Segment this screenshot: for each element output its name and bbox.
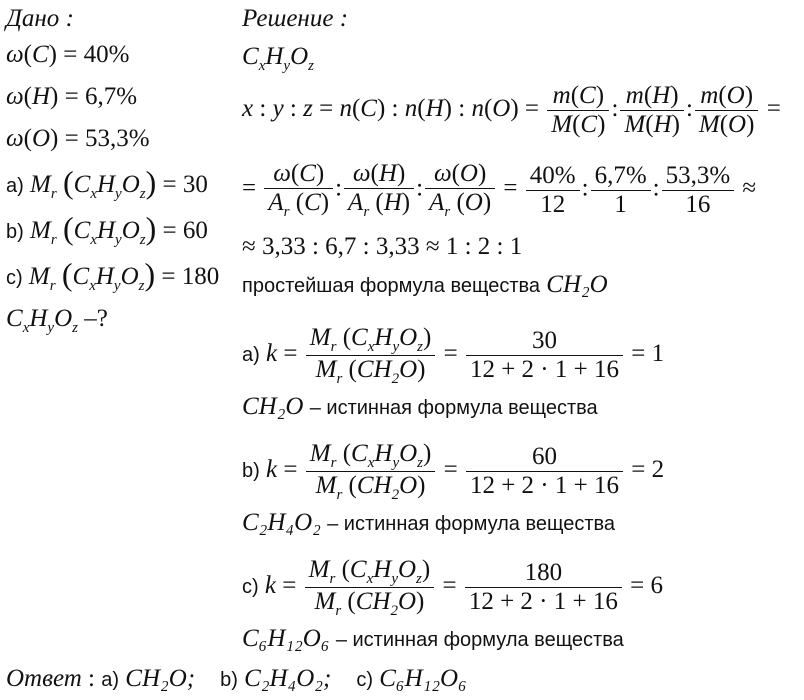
- solution-heading: Решение :: [242, 5, 349, 32]
- solution-case-b: b) k = $\frac{M_r (C_xH_yO_z)}{M_r (CH_2O)}$ = $\frac{60}{12 + 2 \cdot 1 + 16}$ = 2: [242, 440, 665, 503]
- given-case-b: b) $M_r$ $(C_xH_yO_z) = 60$: [6, 210, 208, 248]
- answer-line: Ответ : a) CH₂O; b) C₂H₄O₂; c) C₆H₁₂O₆: [6, 665, 467, 692]
- solution-case-c-result: C₆H₁₂O₆ – истинная формула вещества: [242, 625, 624, 652]
- given-case-c: c) $M_r$ $(C_xH_yO_z) = 180$: [6, 256, 220, 294]
- solution-general-formula: $C_xH_yO_z$: [242, 43, 314, 74]
- solution-case-c: c) k = $\frac{M_r (C_xH_yO_z)}{M_r (CH_2O)}$ = $\frac{180}{12 + 2 \cdot 1 + 16}$ = 6: [242, 556, 663, 619]
- solution-case-b-result: C₂H₄O₂ – истинная формула вещества: [242, 509, 616, 536]
- solution-case-a: a) k = $\frac{M_r (C_xH_yO_z)}{M_r (CH_2O)}$ = $\frac{30}{12 + 2 \cdot 1 + 16}$ = 1: [242, 324, 665, 387]
- given-omega-h: ω(H) = 6,7%: [6, 83, 138, 110]
- given-question: $C_xH_yO_z$ –?: [6, 305, 108, 336]
- solution-simplest-formula: простейшая формула вещества CH₂O: [242, 271, 608, 298]
- given-omega-c: ω(C) = 40%: [6, 41, 130, 68]
- solution-ratio-n: x : y : z = n(C) : n(H) : n(O) = $\frac{m(C)}{M(C)}$ : $\frac{m(H)}{M(H)}$ : $\frac{m(O)}{M(O)}$ =: [242, 82, 781, 138]
- solution-ratio-omega: = $\frac{\omega(C)}{A_r (C)}$ : $\frac{\omega(H)}{A_r (H)}$ : $\frac{\omega(O)}{A_r (O)}$ = $\frac{40\%}{12}$ : $\frac{6,7\%}{1}$ : $\frac{53,3\%}{16}$ ≈: [242, 160, 757, 220]
- given-heading: Дано :: [6, 5, 74, 32]
- given-omega-o: ω(O) = 53,3%: [6, 125, 150, 152]
- solution-case-a-result: CH₂O – истинная формула вещества: [242, 393, 598, 420]
- solution-approx: ≈ 3,33 : 6,7 : 3,33 ≈ 1 : 2 : 1: [242, 233, 523, 260]
- given-case-a: a) $M_r$ $(C_xH_yO_z) = 30$: [6, 164, 208, 202]
